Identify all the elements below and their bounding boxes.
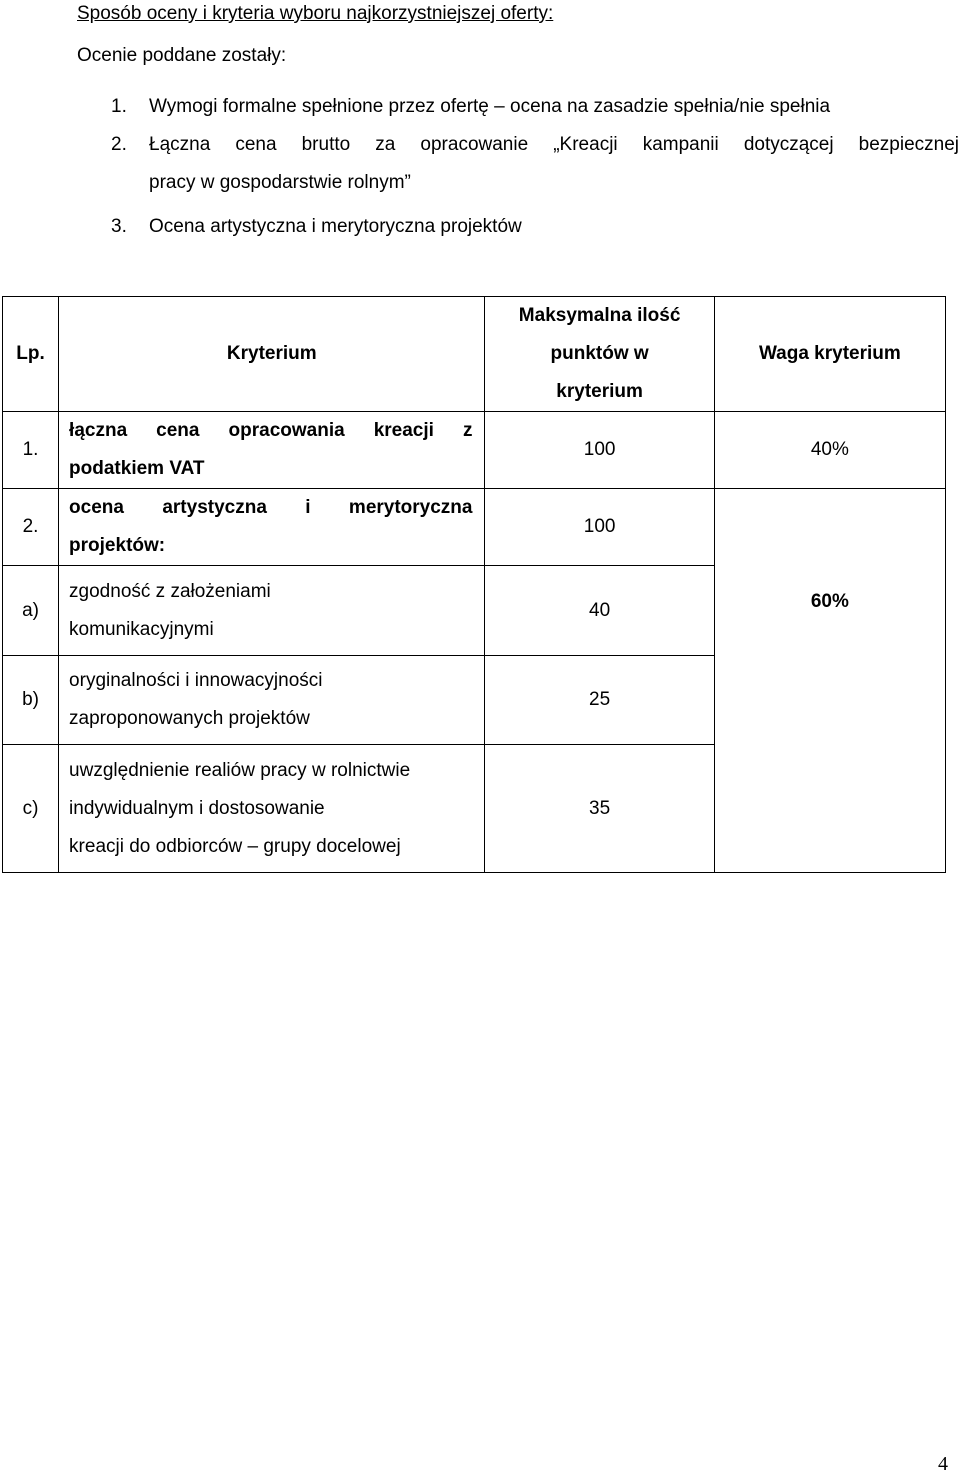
list-item-number: 2. [111,134,127,155]
criterion-line: podatkiem VAT [69,458,205,479]
header-max-line: Maksymalna ilość [518,305,681,326]
intro-text: Ocenie poddane zostały: [77,45,287,66]
criterion-line: indywidualnym i dostosowanie [69,797,325,819]
table-row [3,412,946,489]
row-criterion [59,566,485,656]
list-item [111,88,959,126]
table-header-row [3,297,946,412]
criterion-line: zaproponowanych projektów [69,708,310,729]
criterion-line: zgodność z założeniami [69,580,271,602]
row-max-points: 100 [485,489,714,566]
criterion-line: uwzględnienie realiów pracy w rolnictwie [69,759,411,781]
row-lp: 2. [3,489,59,566]
row-criterion [59,745,485,873]
row-max-points: 35 [485,745,714,873]
criterion-line: komunikacyjnymi [69,618,214,640]
header-max-points [485,297,714,412]
list-item-number: 1. [111,96,127,117]
row-lp: a) [3,566,59,656]
row-waga-merged [714,489,945,873]
list-item [111,208,959,246]
row-lp: c) [3,745,59,873]
page-number: 4 [938,1453,948,1475]
list-item-text [149,126,959,202]
row-criterion [59,656,485,745]
row-criterion [59,412,485,489]
criterion-line: oryginalności i innowacyjności [69,670,323,691]
criteria-table [2,296,946,873]
evaluation-list [111,88,959,246]
row-waga: 40% [714,412,945,489]
row-lp: b) [3,656,59,745]
list-item-text: Wymogi formalne spełnione przez ofertę – ocena na zasadzie spełnia/nie spełnia [149,96,831,117]
list-item-line: pracy w gospodarstwie rolnym” [149,172,411,193]
header-waga: Waga kryterium [714,297,945,412]
criterion-line: ocena artystyczna i merytoryczna [69,497,473,518]
row-max-points: 100 [485,412,714,489]
header-max-line: punktów w [550,343,649,364]
list-item-line: Łączna cena brutto za opracowanie „Kreacji kampanii dotyczącej bezpiecznej [149,134,959,155]
row-criterion [59,489,485,566]
criterion-line: kreacji do odbiorców – grupy docelowej [69,835,401,857]
table-row [3,489,946,566]
list-item-text: Ocena artystyczna i merytoryczna projektów [149,216,522,237]
merged-waga-value: 60% [810,591,849,612]
list-item [111,126,959,202]
header-lp: Lp. [3,297,59,412]
row-max-points: 25 [485,656,714,745]
criterion-line: projektów: [69,535,166,556]
criterion-line: łączna cena opracowania kreacji z [69,420,473,441]
row-lp: 1. [3,412,59,489]
section-heading: Sposób oceny i kryteria wyboru najkorzystniejszej oferty: [77,3,554,24]
header-kryterium: Kryterium [59,297,485,412]
header-max-line: kryterium [556,381,643,402]
row-max-points: 40 [485,566,714,656]
list-item-number: 3. [111,216,127,237]
